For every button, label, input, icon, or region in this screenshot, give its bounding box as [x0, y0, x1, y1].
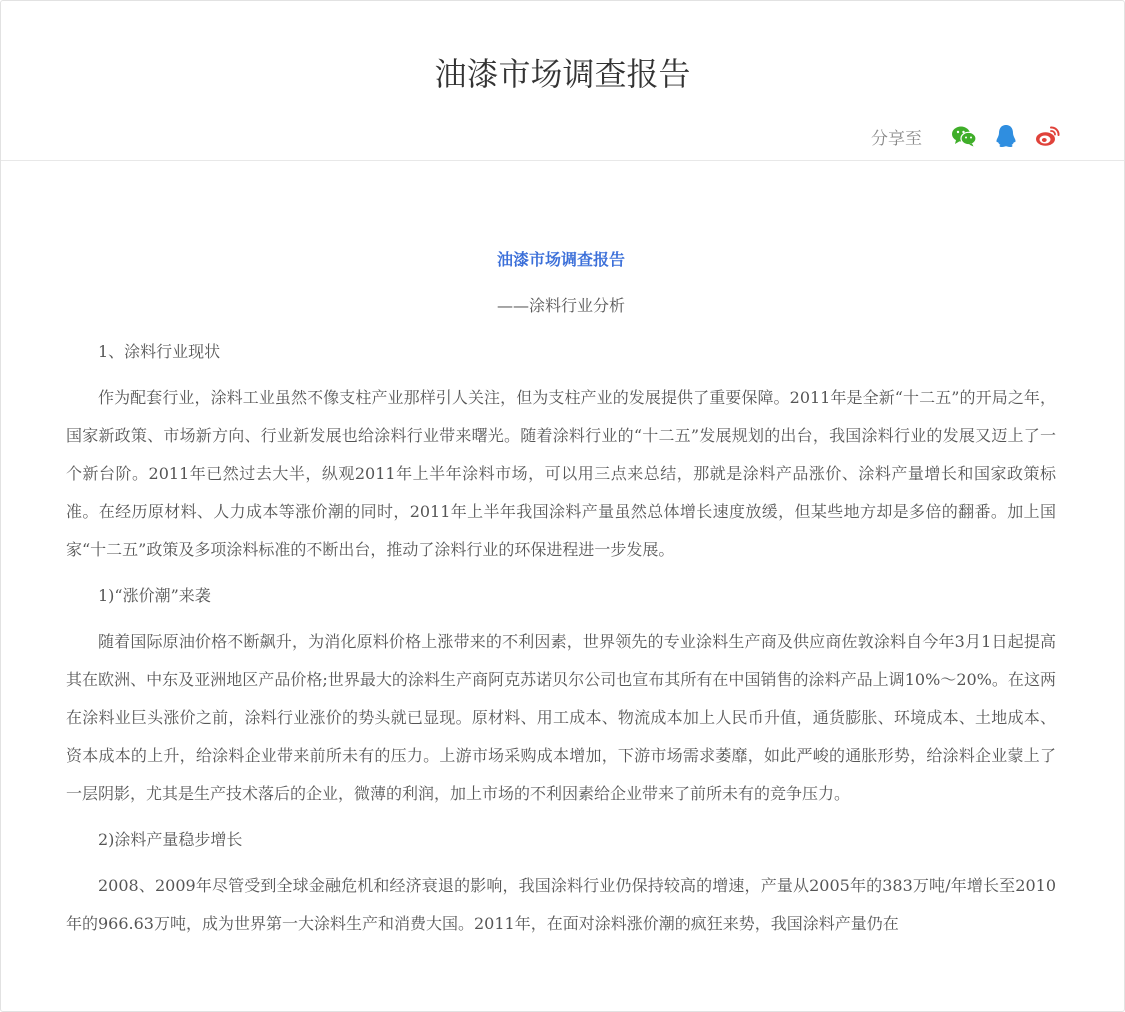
- article-body: [66, 241, 1056, 951]
- section-heading: 2)涂料产量稳步增长: [98, 830, 243, 849]
- paragraph: 2008、2009年尽管受到全球金融危机和经济衰退的影响，我国涂料行业仍保持较高的增速，产量从2005年的383万吨/年增长至2010年的966.63万吨，成为世界第一大涂料生产和消费大国。2011年，在面对涂料涨价潮的疯狂来势，我国涂料产量仍在: [66, 876, 1056, 933]
- qq-icon[interactable]: [992, 122, 1020, 150]
- article-heading: 油漆市场调查报告: [496, 250, 625, 269]
- article-subheading: ——涂料行业分析: [496, 296, 625, 315]
- share-label: 分享至: [871, 128, 922, 149]
- weibo-icon[interactable]: [1034, 122, 1062, 150]
- paragraph: 随着国际原油价格不断飙升，为消化原料价格上涨带来的不利因素，世界领先的专业涂料生产商及供应商佐敦涂料自今年3月1日起提高其在欧洲、中东及亚洲地区产品价格;世界最大的涂料生产商阿克苏诺贝尔公司也宣布其所有在中国销售的涂料产品上调10%～20%。在这两在涂料业巨头涨价之前，涂料行业涨价的势头就已显现。原材料、用工成本、物流成本加上人民币升值，通货膨胀、环境成本、土地成本、资本成本的上升，给涂料企业带来前所未有的压力。上游市场采购成本增加，下游市场需求萎靡，如此严峻的通胀形势，给涂料企业蒙上了一层阴影，尤其是生产技术落后的企业，微薄的利润，加上市场的不利因素给企业带来了前所未有的竞争压力。: [66, 632, 1056, 803]
- page-title: 油漆市场调查报告: [434, 55, 691, 93]
- section-heading: 1、涂料行业现状: [98, 342, 221, 361]
- share-bar: [871, 122, 1062, 150]
- section-heading: 1)“涨价潮”来袭: [98, 586, 211, 605]
- wechat-icon[interactable]: [950, 122, 978, 150]
- paragraph: 作为配套行业，涂料工业虽然不像支柱产业那样引人关注，但为支柱产业的发展提供了重要保障。2011年是全新“十二五”的开局之年，国家新政策、市场新方向、行业新发展也给涂料行业带来曙光。随着涂料行业的“十二五”发展规划的出台，我国涂料行业的发展又迈上了一个新台阶。2011年已然过去大半，纵观2011年上半年涂料市场，可以用三点来总结，那就是涂料产品涨价、涂料产量增长和国家政策标准。在经历原材料、人力成本等涨价潮的同时，2011年上半年我国涂料产量虽然总体增长速度放缓，但某些地方却是多倍的翻番。加上国家“十二五”政策及多项涂料标准的不断出台，推动了涂料行业的环保进程进一步发展。: [66, 388, 1056, 559]
- page-header: [1, 1, 1124, 161]
